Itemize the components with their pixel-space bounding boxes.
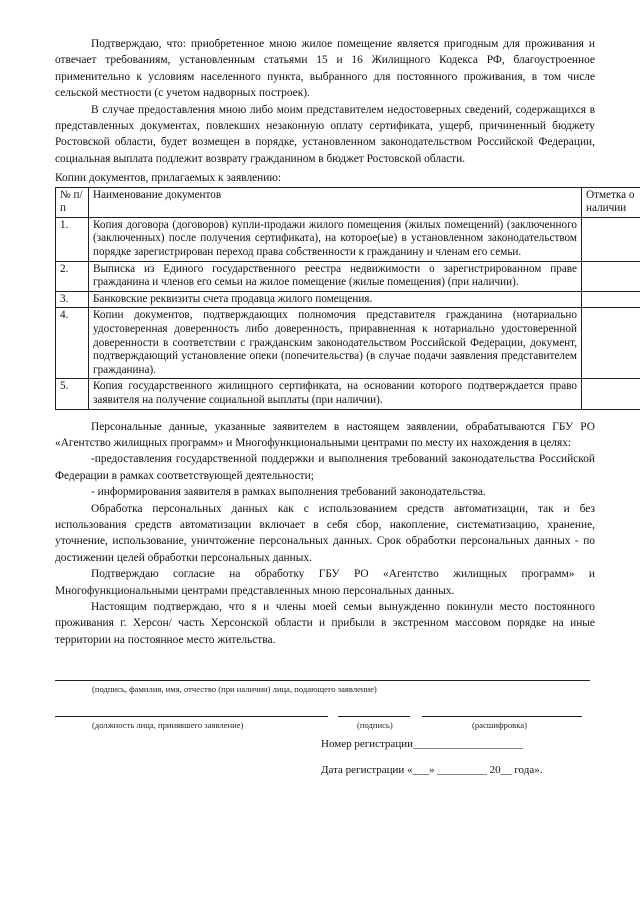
registration-number: Номер регистрации____________________: [321, 738, 523, 750]
row-number: 4.: [56, 308, 89, 379]
table-row: [56, 217, 640, 261]
consent-purpose: Персональные данные, указанные заявителем в настоящем заявлении, обрабатываются ГБУ РО «Агентство жилищных программ» и Многофункциональными центрами по месту их нахождения в целях:: [55, 420, 595, 449]
row-number: 1.: [56, 217, 89, 261]
row-document: Банковские реквизиты счета продавца жилого помещения.: [89, 291, 582, 308]
row-mark-cell[interactable]: [582, 217, 640, 261]
paragraph-liability: В случае предоставления мною либо моим представителем недостоверных сведений, содержащихся в представленных документах, повлекших незаконную оплату сертификата, ущерб, причиненный бюджету Ростовской области, будет возмещен в порядке, установленном законодательством Российской Федерации, социальная выплата подлежит возврату гражданином в бюджет Ростовской области.: [55, 103, 595, 165]
row-number: 3.: [56, 291, 89, 308]
header-documents: Наименование документов: [89, 187, 582, 217]
consent-processing: Обработка персональных данных как с использованием средств автоматизации, так и без использования средств автоматизации включает в себя сбор, накопление, систематизацию, хранение, уточнение, использование, уничтожение персональных данных. Срок обработки персональных данных - по достижении целей обработки персональных данных.: [55, 502, 595, 564]
documents-table: [55, 187, 640, 410]
document-page: [55, 36, 635, 648]
signature-caption: (подпись): [357, 720, 393, 730]
applicant-signature-line[interactable]: [55, 680, 590, 681]
position-line[interactable]: [55, 716, 328, 717]
row-document: Выписка из Единого государственного реестра недвижимости о зарегистрированном праве гражданина и членов его семьи на жилое помещение (жилые помещения) (при наличии).: [89, 261, 582, 291]
signature-line[interactable]: [338, 716, 410, 717]
table-row: [56, 308, 640, 379]
consent-item-support: -предоставления государственной поддержки и выполнения требований законодательства Российской Федерации в рамках соответствующей деятельности;: [55, 453, 595, 482]
row-mark-cell[interactable]: [582, 308, 640, 379]
row-mark-cell[interactable]: [582, 379, 640, 409]
header-presence: Отметка о наличии: [582, 187, 640, 217]
displacement-statement: Настоящим подтверждаю, что я и члены моей семьи вынужденно покинули место постоянного проживания г. Херсон/ часть Херсонской области и прибыли в экстренном массовом порядке на иные территории на постоянное место жительства.: [55, 601, 595, 646]
table-row: [56, 261, 640, 291]
copies-label: Копии документов, прилагаемых к заявлению:: [55, 172, 282, 185]
position-caption: (должность лица, принявшего заявление): [92, 720, 244, 730]
table-row: [56, 291, 640, 308]
decoding-line[interactable]: [422, 716, 582, 717]
row-document: Копия государственного жилищного сертификата, на основании которого подтверждается право заявителя на получение социальной выплаты (при наличии).: [89, 379, 582, 409]
registration-date: Дата регистрации «___» _________ 20__ года».: [321, 764, 543, 776]
table-header-row: [56, 187, 640, 217]
row-number: 5.: [56, 379, 89, 409]
row-document: Копия договора (договоров) купли-продажи жилого помещения (жилых помещений) (заключенного (заключенных) после получения сертификата), на которое(ые) в установленном законодательством порядке зарегистрирован переход права собственности к гражданину и членам его семьи.: [89, 217, 582, 261]
table-row: [56, 379, 640, 409]
decoding-caption: (расшифровка): [472, 720, 527, 730]
header-number: № п/п: [56, 187, 89, 217]
row-document: Копии документов, подтверждающих полномочия представителя гражданина (нотариально удостоверенная доверенность либо доверенность, приравненная к нотариально удостоверенной доверенности в соответствии с гражданским законодательством Российской Федерации, документ, подтверждающий установление опеки (попечительства) (в случае подачи заявления представителем гражданина).: [89, 308, 582, 379]
row-mark-cell[interactable]: [582, 261, 640, 291]
row-mark-cell[interactable]: [582, 291, 640, 308]
applicant-signature-caption: (подпись, фамилия, имя, отчество (при наличии) лица, подающего заявление): [92, 684, 377, 694]
paragraph-suitability: Подтверждаю, что: приобретенное мною жилое помещение является пригодным для проживания и отвечает требованиям, установленным статьями 15 и 16 Жилищного Кодекса РФ, благоустроенное применительно к условиям населенного пункта, выбранного для постоянного проживания, в том числе сельской местности (с учетом надворных построек).: [55, 38, 595, 100]
consent-agreement: Подтверждаю согласие на обработку ГБУ РО «Агентство жилищных программ» и Многофункциональными центрами представленных мною персональных данных.: [55, 568, 595, 597]
consent-item-inform: - информирования заявителя в рамках выполнения требований законодательства.: [91, 486, 486, 499]
row-number: 2.: [56, 261, 89, 291]
